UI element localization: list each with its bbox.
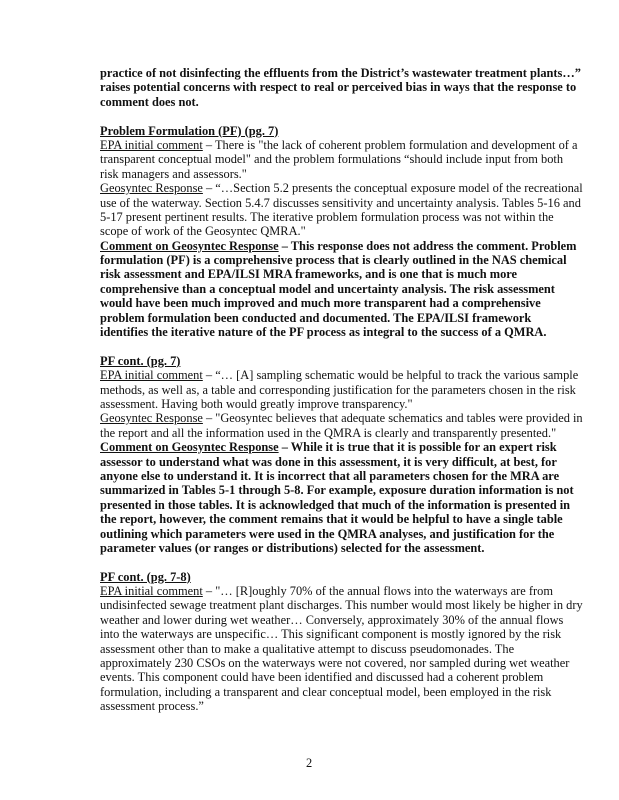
- underlined-label: Comment on Geosyntec Response: [100, 440, 279, 455]
- text-line: [100, 497, 571, 512]
- bold-text: anyone else to understand it. It is incorrect that all parameters chosen for the MRA are: [100, 468, 560, 483]
- body-text: – "Geosyntec believes that adequate schematics and tables were provided in: [202, 411, 583, 426]
- text-line: [100, 238, 577, 253]
- paragraph-spacer: [100, 555, 560, 569]
- text-line: [100, 296, 560, 310]
- underlined-label: Comment on Geosyntec Response: [100, 238, 279, 253]
- text-line: [100, 311, 560, 325]
- bold-text: would have been much improved and much more transparent had a comprehensive: [100, 296, 541, 311]
- body-text: weather and lower during wet weather… Conversely, approximately 30% of the annual flows: [100, 612, 564, 627]
- bold-text: parameter values (or ranges or distributions) selected for the assessment.: [100, 540, 485, 555]
- underlined-label: EPA initial comment: [100, 584, 203, 599]
- text-line: [100, 469, 560, 483]
- text-line: [100, 527, 560, 541]
- text-line: [100, 80, 577, 95]
- paragraph: [100, 353, 583, 555]
- text-line: [100, 152, 564, 167]
- bold-text: raises potential concerns with respect to real or perceived bias in ways that the response to: [100, 80, 577, 95]
- body-text: – There is "the lack of coherent problem formulation and development of a: [202, 137, 578, 152]
- text-line: [100, 282, 560, 296]
- text-line: [100, 382, 576, 397]
- text-line: [100, 642, 560, 656]
- page-number: 2: [306, 756, 313, 770]
- bold-text: comprehensive than a conceptual model and uncertainty analysis. The risk assessment: [100, 281, 555, 296]
- underlined-label: EPA initial comment: [100, 137, 203, 152]
- body-text: undisinfected sewage treatment plant discharges. This number would most likely be higher in dry: [100, 598, 583, 613]
- text-line: [100, 426, 560, 440]
- text-line: [100, 267, 560, 281]
- underlined-label: PF cont. (pg. 7): [100, 353, 181, 368]
- body-text: into the waterways are unspecific… This significant component is mostly ignored by the risk: [100, 627, 562, 642]
- bold-text: identifies the iterative nature of the PF process as integral to the success of a QMRA.: [100, 325, 547, 340]
- bold-text: outlining which parameters were used in the QMRA analyses, and justification for the: [100, 526, 555, 541]
- body-text: assessment process.”: [100, 699, 204, 714]
- bold-text: the report, however, the comment remains that it would be helpful to have a single table: [100, 512, 563, 527]
- document-page-body: [100, 66, 583, 714]
- underlined-label: Problem Formulation (PF) (pg. 7): [100, 123, 279, 138]
- bold-text: – This response does not address the comment. Problem: [278, 238, 577, 253]
- text-line: [100, 440, 560, 454]
- paragraph-spacer: [100, 109, 560, 123]
- text-line: [100, 455, 560, 469]
- underlined-label: Geosyntec Response: [100, 411, 203, 426]
- text-line: [100, 167, 560, 181]
- text-line: [100, 66, 581, 80]
- bold-text: formulation (PF) is a comprehensive process that is clearly outlined in the NAS chemical: [100, 253, 567, 268]
- text-line: [100, 570, 560, 584]
- body-text: events. This component could have been identified and discussed had a coherent problem: [100, 670, 544, 685]
- text-line: [100, 95, 560, 109]
- text-line: [100, 354, 560, 368]
- body-text: use of the waterway. Section 5.4.7 discusses sensitivity and uncertainty analysis. Tables 5-16 and: [100, 195, 581, 210]
- text-line: [100, 124, 560, 138]
- text-line: [100, 685, 560, 699]
- bold-text: risk assessment and EPA/ILSI MRA frameworks, and is one that is much more: [100, 267, 518, 282]
- text-line: [100, 584, 560, 598]
- body-text: – “… [A] sampling schematic would be helpful to track the various sample: [202, 368, 579, 383]
- bold-text: problem formulation been conducted and documented. The EPA/ILSI framework: [100, 310, 532, 325]
- text-line: [100, 325, 560, 339]
- bold-text: assessor to understand what was done in this assessment, it is very difficult, at best, for: [100, 454, 557, 469]
- body-text: – "… [R]oughly 70% of the annual flows into the waterways are from: [202, 584, 553, 599]
- underlined-label: Geosyntec Response: [100, 181, 203, 196]
- text-line: [100, 253, 567, 268]
- text-line: [100, 541, 560, 555]
- underlined-label: PF cont. (pg. 7-8): [100, 569, 191, 584]
- body-text: transparent conceptual model" and the problem formulations “should include input from both: [100, 152, 564, 167]
- body-text: 5-17 present pertinent results. The iterative problem formulation process was not within the: [100, 209, 554, 224]
- text-line: [100, 699, 560, 713]
- body-text: – “…Section 5.2 presents the conceptual exposure model of the recreational: [202, 181, 583, 196]
- paragraph: [100, 66, 581, 109]
- text-line: [100, 411, 583, 426]
- bold-text: presented in those tables. It is acknowledged that much of the information is presented in: [100, 497, 571, 512]
- text-line: [100, 512, 563, 527]
- paragraph: [100, 569, 583, 714]
- body-text: formulation, including a transparent and clear conceptual model, been employed in the risk: [100, 684, 552, 699]
- text-line: [100, 195, 581, 210]
- text-line: [100, 670, 560, 684]
- text-line: [100, 598, 583, 613]
- text-line: [100, 627, 560, 641]
- text-line: [100, 181, 583, 196]
- text-line: [100, 210, 560, 224]
- body-text: assessment. Having both would greatly improve transparency.": [100, 396, 413, 411]
- text-line: [100, 612, 564, 627]
- body-text: the report and all the information used in the QMRA is clearly and transparently presented.": [100, 425, 557, 440]
- bold-text: comment does not.: [100, 94, 199, 109]
- text-line: [100, 224, 560, 238]
- text-line: [100, 397, 560, 411]
- bold-text: – While it is true that it is possible for an expert risk: [278, 440, 557, 455]
- text-line: [100, 483, 574, 498]
- text-line: [100, 656, 570, 671]
- paragraph: [100, 123, 583, 340]
- text-line: [100, 368, 579, 383]
- body-text: risk managers and assessors.": [100, 166, 247, 181]
- bold-text: summarized in Tables 5-1 through 5-8. For example, exposure duration information is not: [100, 483, 574, 498]
- bold-text: practice of not disinfecting the effluents from the District’s wastewater treatment plants…”: [100, 66, 581, 80]
- body-text: assessment other than to make a qualitative attempt to discuss pseudomonades. The: [100, 641, 515, 656]
- underlined-label: EPA initial comment: [100, 368, 203, 383]
- body-text: scope of work of the Geosyntec QMRA.": [100, 224, 306, 239]
- text-line: [100, 137, 578, 152]
- body-text: approximately 230 CSOs on the waterways were not covered, nor sampled during wet weather: [100, 656, 570, 671]
- body-text: methods, as well as, a table and corresponding justification for the parameters chosen in the risk: [100, 382, 576, 397]
- paragraph-spacer: [100, 339, 560, 353]
